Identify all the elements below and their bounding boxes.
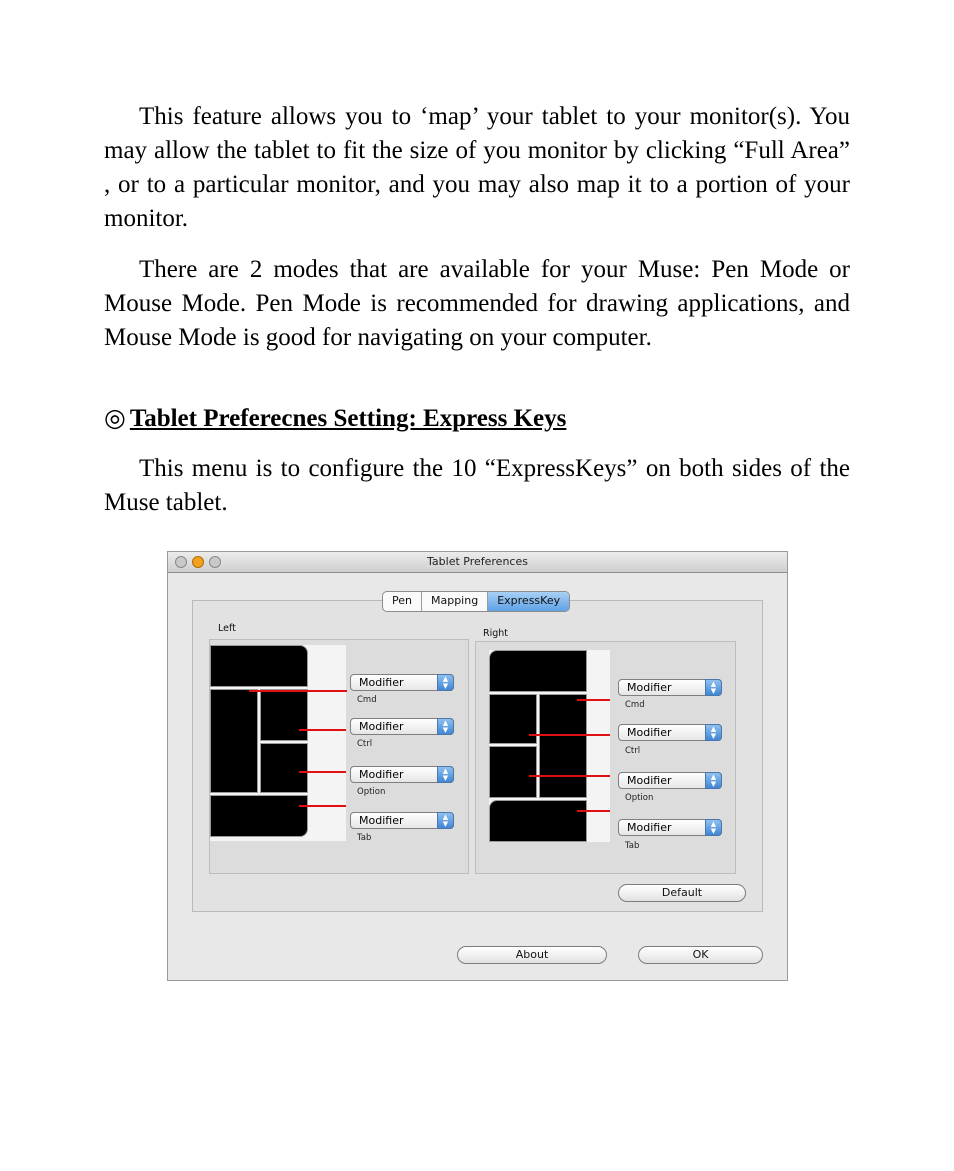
intro-text: This feature allows you to ‘map’ your tablet to your monitor(s). You may allow the tablet to fit the size of you monitor by clicking “Full Area” , or to a particular monitor, and you may also map it to a portion of your monitor.	[104, 103, 850, 232]
left-callout-line-3	[299, 771, 346, 773]
left-key-2-sub: Ctrl	[357, 739, 373, 749]
right-key-upper	[489, 694, 537, 744]
title-bar[interactable]	[168, 552, 787, 573]
right-key-2-value: Modifier	[627, 726, 672, 739]
window-bottom-rule	[171, 980, 783, 981]
right-key-3-value: Modifier	[627, 774, 672, 787]
right-key-4-select[interactable]	[618, 819, 722, 836]
stepper-arrows-icon: ▲ ▼	[437, 766, 454, 783]
left-key-lower	[260, 743, 308, 793]
right-key-3-sub: Option	[625, 793, 654, 803]
left-group-label: Left	[218, 623, 236, 634]
left-key-2-select[interactable]	[350, 718, 454, 735]
right-tablet-image	[489, 650, 610, 842]
left-key-upper	[260, 689, 308, 741]
default-button[interactable]: Default	[618, 884, 746, 902]
ok-button[interactable]: OK	[638, 946, 763, 964]
section-heading-text: Tablet Preferecnes Setting: Express Keys	[129, 405, 567, 432]
stepper-arrows-icon: ▲ ▼	[705, 819, 722, 836]
left-key-4-value: Modifier	[359, 814, 404, 827]
tab-bar	[382, 591, 570, 612]
right-key-tall	[539, 694, 587, 798]
left-key-1-sub: Cmd	[357, 695, 377, 705]
expresskeys-text: This menu is to configure the 10 “ExpressKeys” on both sides of the Muse tablet.	[104, 455, 850, 516]
right-key-1-sub: Cmd	[625, 700, 645, 710]
right-key-1-select[interactable]	[618, 679, 722, 696]
left-key-4-sub: Tab	[357, 833, 372, 843]
left-callout-line-2	[299, 729, 346, 731]
right-callout-line-4	[577, 810, 610, 812]
tablet-preferences-window	[167, 551, 788, 981]
left-callout-line-4	[299, 805, 346, 807]
right-key-1-value: Modifier	[627, 681, 672, 694]
left-callout-line-1	[249, 690, 347, 692]
tab-expresskey[interactable]: ExpressKey	[488, 592, 569, 611]
left-panel	[209, 639, 469, 874]
expresskey-pane	[192, 600, 763, 912]
right-group-label: Right	[483, 628, 509, 639]
left-key-3-value: Modifier	[359, 768, 404, 781]
left-key-2-value: Modifier	[359, 720, 404, 733]
left-key-1-select[interactable]	[350, 674, 454, 691]
left-key-3-sub: Option	[357, 787, 386, 797]
stepper-arrows-icon: ▲ ▼	[437, 812, 454, 829]
right-panel	[475, 641, 736, 874]
left-tablet-image	[210, 645, 346, 841]
left-key-4-select[interactable]	[350, 812, 454, 829]
right-key-2-sub: Ctrl	[625, 746, 641, 756]
modes-paragraph	[104, 253, 850, 355]
stepper-arrows-icon: ▲ ▼	[705, 679, 722, 696]
left-key-tall	[210, 689, 258, 793]
stepper-arrows-icon: ▲ ▼	[705, 724, 722, 741]
double-circle-icon: ◎	[104, 405, 126, 432]
stepper-arrows-icon: ▲ ▼	[437, 718, 454, 735]
right-callout-line-3	[529, 775, 610, 777]
window-title: Tablet Preferences	[427, 555, 528, 568]
right-key-lower	[489, 746, 537, 798]
tab-mapping[interactable]: Mapping	[422, 592, 488, 611]
right-callout-line-1	[577, 699, 610, 701]
right-key-4-sub: Tab	[625, 841, 640, 851]
right-key-3-select[interactable]	[618, 772, 722, 789]
left-key-1-value: Modifier	[359, 676, 404, 689]
right-key-top	[489, 650, 587, 692]
right-key-4-value: Modifier	[627, 821, 672, 834]
right-key-2-select[interactable]	[618, 724, 722, 741]
tab-pen[interactable]: Pen	[383, 592, 422, 611]
right-key-bottom	[489, 800, 587, 842]
right-callout-line-2	[529, 734, 610, 736]
about-button[interactable]: About	[457, 946, 607, 964]
modes-text: There are 2 modes that are available for your Muse: Pen Mode or Mouse Mode. Pen Mode is recommended for drawing applications, and Mouse Mode is good for navigating on your computer.	[104, 256, 850, 351]
section-heading	[104, 403, 566, 433]
left-key-3-select[interactable]	[350, 766, 454, 783]
stepper-arrows-icon: ▲ ▼	[437, 674, 454, 691]
expresskeys-paragraph	[104, 452, 850, 520]
left-key-top	[210, 645, 308, 687]
left-key-bottom	[210, 795, 308, 837]
stepper-arrows-icon: ▲ ▼	[705, 772, 722, 789]
intro-paragraph	[104, 100, 850, 236]
